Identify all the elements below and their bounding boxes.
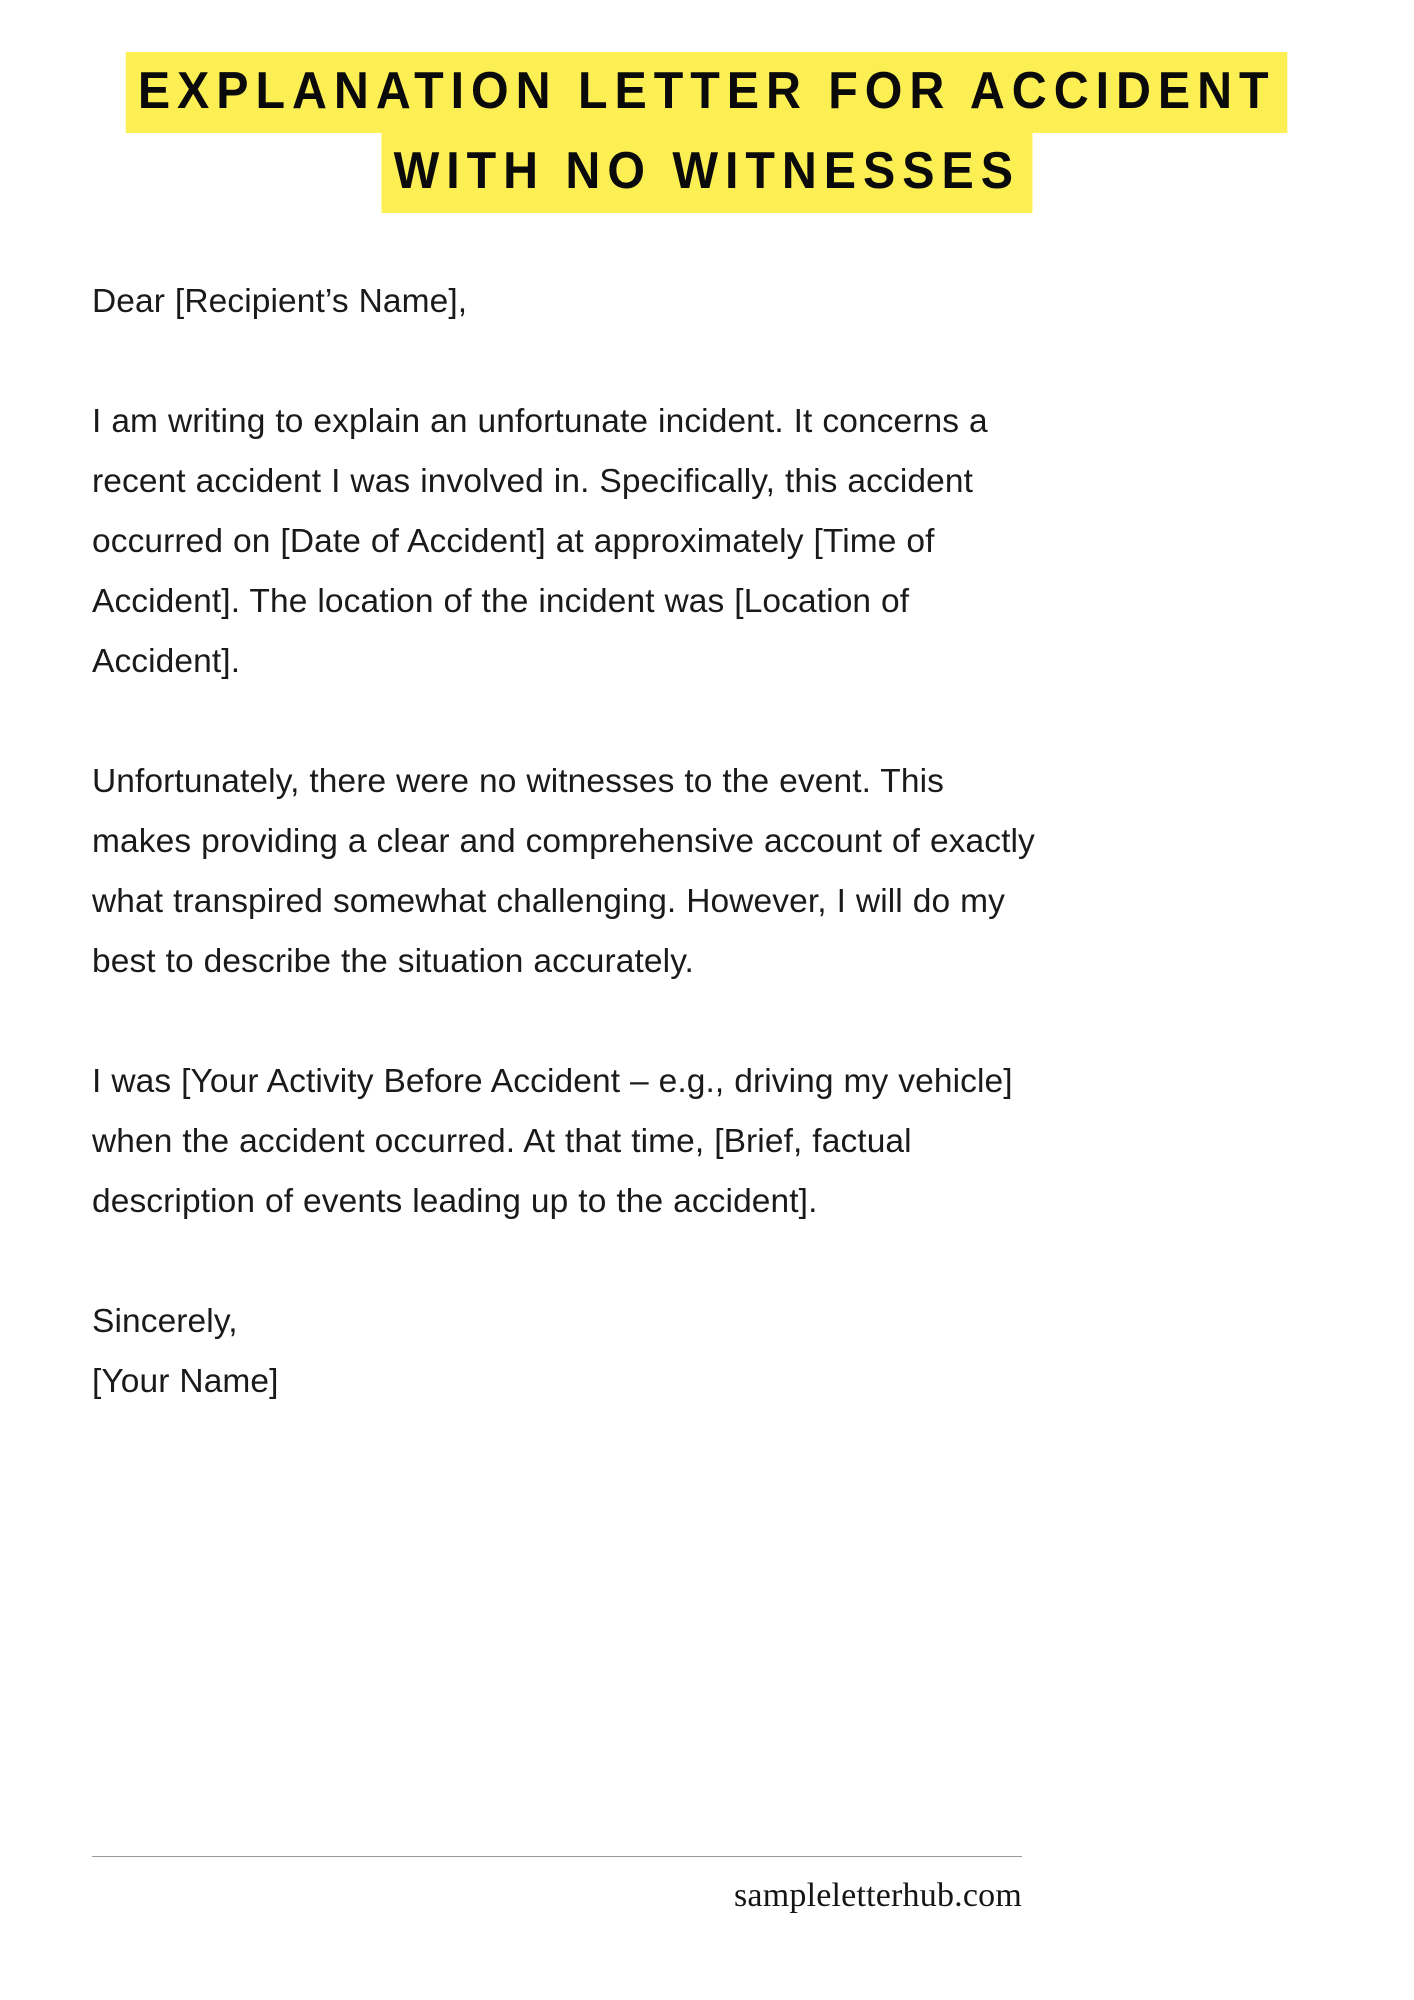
body-paragraph-1: I am writing to explain an unfortunate incident. It concerns a recent accident I was involved in. Specifically, this accident occurred on [Date of Accident] at approximately [Time of Accident]. The location of the incident was [Location of Accident]. [92,403,988,680]
signature-name: [Your Name] [92,1363,279,1400]
footer-divider [92,1856,1022,1857]
body-paragraph-2: Unfortunately, there were no witnesses to the event. This makes providing a clear and comprehensive account of exactly what transpired somewhat challenging. However, I will do my best to describe the situation accurately. [92,763,1035,980]
salutation: Dear [Recipient’s Name], [92,283,468,320]
title-line-1-text: EXPLANATION LETTER FOR ACCIDENT [126,52,1288,133]
closing-salutation: Sincerely, [92,1303,238,1340]
page-title [0,52,1414,213]
letter-body [92,272,1050,1412]
title-line-2 [0,132,1414,213]
footer-website: sampleletterhub.com [734,1877,1022,1914]
title-line-1 [0,52,1414,133]
body-paragraph-3: I was [Your Activity Before Accident – e.g., driving my vehicle] when the accident occurred. At that time, [Brief, factual description of events leading up to the accident]. [92,1063,1013,1220]
title-line-2-text: WITH NO WITNESSES [382,132,1033,213]
